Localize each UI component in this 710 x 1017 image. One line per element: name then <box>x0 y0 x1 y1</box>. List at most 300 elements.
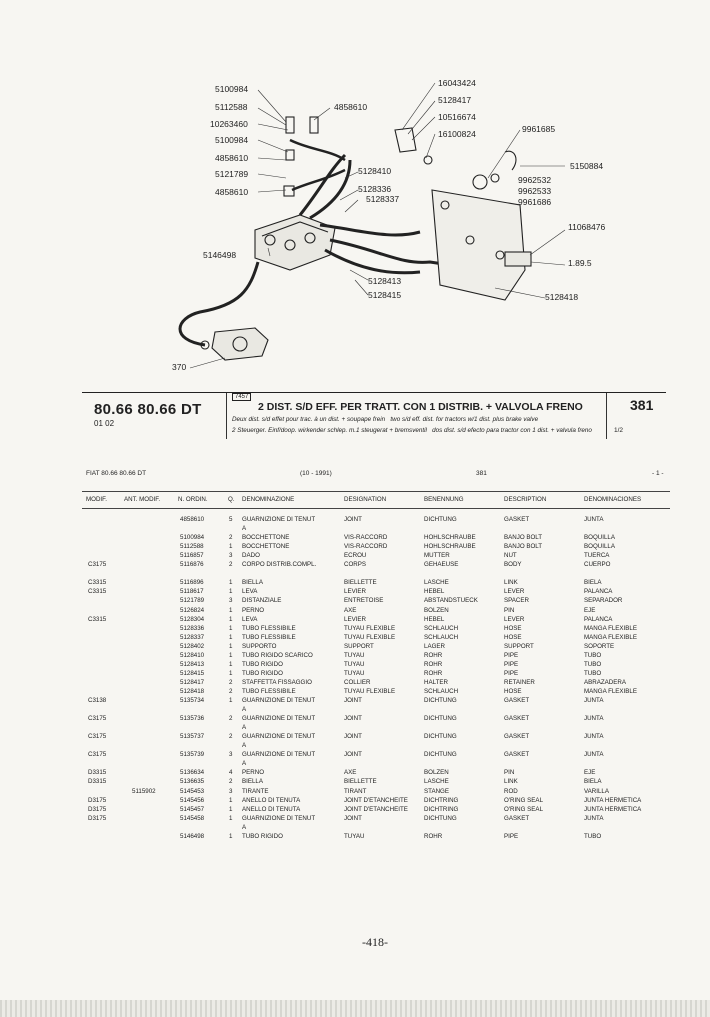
cell-esp: MANGA FLEXIBLE <box>584 624 637 632</box>
cell-desc: O'RING SEAL <box>504 805 544 813</box>
table-row <box>0 797 710 806</box>
cell-ben: BOLZEN <box>424 769 449 777</box>
exploded-parts-diagram <box>0 0 710 380</box>
table-header-block <box>82 392 666 445</box>
cell-q: 1 <box>229 615 233 623</box>
cell-desc: BODY <box>504 561 522 569</box>
cell-ben: HOHLSCHRAUBE <box>424 543 476 551</box>
cell-q: 1 <box>229 543 233 551</box>
table-row <box>0 815 710 824</box>
cell-ord: 5135736 <box>180 715 205 723</box>
table-row <box>0 806 710 815</box>
cell-esp: JUNTA HERMETICA <box>584 796 642 804</box>
cell-den: GUARNIZIONE DI TENUT <box>242 733 316 741</box>
cell-ord: 5145456 <box>180 796 205 804</box>
diagram-label: 10263460 <box>210 119 248 129</box>
cell-des: LEVIER <box>344 615 367 623</box>
col-qty: Q. <box>228 496 235 503</box>
cell-ord: 5128402 <box>180 642 205 650</box>
cell-ord: 5135737 <box>180 733 205 741</box>
table-row <box>0 688 710 697</box>
cell-ord: 5136635 <box>180 778 205 786</box>
cell-q: 3 <box>229 787 233 795</box>
diagram-label: 5112588 <box>215 102 248 112</box>
cell-q: 2 <box>229 715 233 723</box>
cell-des: BIELLETTE <box>344 778 377 786</box>
table-row <box>0 724 710 733</box>
cell-ord: 5135739 <box>180 751 205 759</box>
table-row <box>0 788 710 797</box>
cell-q: 4 <box>229 769 233 777</box>
table-row <box>0 543 710 552</box>
cell-q: 3 <box>229 597 233 605</box>
cell-den: PERNO <box>242 606 265 614</box>
cell-esp: BOQUILLA <box>584 534 615 542</box>
cell-mod: D3315 <box>88 778 107 786</box>
table-row <box>0 679 710 688</box>
cell-ord: 5135734 <box>180 697 205 704</box>
cell-den: BIELLA <box>242 778 263 786</box>
cell-q: 1 <box>229 660 233 668</box>
cell-mod: C3315 <box>88 579 107 587</box>
cell-den: DADO <box>242 552 260 560</box>
cell-desc: LEVER <box>504 615 525 623</box>
cell-ord: 5128410 <box>180 651 205 659</box>
cell-esp: BIELA <box>584 579 602 587</box>
cell-ben: LAGER <box>424 642 445 650</box>
cell-des: AXE <box>344 769 357 777</box>
cell-des: TUYAU FLEXIBLE <box>344 624 396 632</box>
page-number: -418- <box>362 935 388 949</box>
cell-mod: D3175 <box>88 805 107 813</box>
cell-q: 2 <box>229 678 233 686</box>
diagram-label: 5128418 <box>545 292 579 302</box>
cell-q: 1 <box>229 579 233 587</box>
col-designation: DESIGNATION <box>344 496 387 503</box>
cell-den: DISTANZIALE <box>242 597 282 605</box>
cell-des: LEVIER <box>344 588 367 596</box>
cell-ord: 5128413 <box>180 660 205 668</box>
diagram-label: 5146498 <box>203 250 237 260</box>
cell-esp: PALANCA <box>584 615 613 623</box>
cell-esp: TUBO <box>584 832 602 840</box>
cell-desc: PIN <box>504 606 515 614</box>
cell-den: CORPO DISTRIB.COMPL. <box>242 561 317 569</box>
cell-ben: LASCHE <box>424 579 449 587</box>
cell-q: 1 <box>229 796 233 804</box>
cell-mod: C3175 <box>88 751 107 759</box>
cell-den: SUPPORTO <box>242 642 277 650</box>
cell-ben: HOHLSCHRAUBE <box>424 534 476 542</box>
cell-des: TUYAU <box>344 669 365 677</box>
diagram-label: 5150884 <box>570 161 604 171</box>
cell-des: VIS-RACCORD <box>344 534 388 542</box>
cell-desc: GASKET <box>504 516 530 523</box>
cell-q: 2 <box>229 733 233 741</box>
cell-ben: SCHLAUCH <box>424 624 459 632</box>
diagram-label: 11068476 <box>568 222 606 232</box>
cell-den: TUBO FLESSIBILE <box>242 687 296 695</box>
cell-den: ANELLO DI TENUTA <box>242 805 301 813</box>
cell-q: 1 <box>229 606 233 614</box>
diagram-label: 16100824 <box>438 129 476 139</box>
cell-den: LEVA <box>242 588 258 596</box>
diagram-label: 9961685 <box>522 124 556 134</box>
cell-ben: DICHTUNG <box>424 751 457 759</box>
cell-desc: SUPPORT <box>504 642 534 650</box>
cell-desc: BANJO BOLT <box>504 534 543 542</box>
table-row <box>0 778 710 787</box>
cell-ord: 5128418 <box>180 687 205 695</box>
cell-esp: BOQUILLA <box>584 543 615 551</box>
cell-den: GUARNIZIONE DI TENUT <box>242 715 316 723</box>
table-row <box>0 634 710 643</box>
cell-ben: HEBEL <box>424 588 445 596</box>
table-row <box>0 733 710 742</box>
cell-mod: C3315 <box>88 615 107 623</box>
cell-mod: C3138 <box>88 697 107 704</box>
cell-esp: EJE <box>584 606 596 614</box>
cell-desc: PIN <box>504 769 515 777</box>
cell-den: ANELLO DI TENUTA <box>242 796 301 804</box>
cell-ord: 5128336 <box>180 624 205 632</box>
cell-esp: JUNTA <box>584 751 604 759</box>
cell-ord: 5116857 <box>180 552 204 560</box>
cell-ord: 5116896 <box>180 579 204 587</box>
cell-desc: O'RING SEAL <box>504 796 544 804</box>
table-row <box>0 516 710 525</box>
table-title: 2 DIST. S/D EFF. PER TRATT. CON 1 DISTRIB. + VALVOLA FRENO <box>258 401 583 413</box>
cell-des: ECROU <box>344 552 367 560</box>
table-ref: 381 <box>476 470 487 477</box>
diagram-label: 9962533 <box>518 186 552 196</box>
cell-ben: DICHTUNG <box>424 516 457 523</box>
cell-ord: 5145457 <box>180 805 205 813</box>
cell-mod: C3175 <box>88 715 107 723</box>
cell-ord: 5116876 <box>180 561 204 569</box>
cell-des: VIS-RACCORD <box>344 543 388 551</box>
cell-den: BOCCHETTONE <box>242 543 290 551</box>
table-row <box>0 670 710 679</box>
cell-den: TUBO RIGIDO SCARICO <box>242 651 313 659</box>
diagram-label: 5128410 <box>358 166 392 176</box>
scan-edge <box>0 1000 710 1017</box>
cell-desc: HOSE <box>504 624 522 632</box>
cell-den: GUARNIZIONE DI TENUT <box>242 814 316 822</box>
cell-ben: DICHTUNG <box>424 733 457 741</box>
cell-ord: 5145453 <box>180 787 205 795</box>
diagram-label: 5128417 <box>438 95 472 105</box>
cell-ord: 5121789 <box>180 597 205 605</box>
cell-desc: PIPE <box>504 669 519 677</box>
table-row <box>0 625 710 634</box>
title-fr: Deux dist. s/d effet pour trac. à un dist. + soupape frein <box>232 416 386 423</box>
cell-q: 1 <box>229 805 233 813</box>
cell-esp: MANGA FLEXIBLE <box>584 633 637 641</box>
cell-den: TUBO RIGIDO <box>242 669 283 677</box>
cell-desc: GASKET <box>504 814 530 822</box>
cell-ben: DICHTUNG <box>424 715 457 723</box>
diagram-label: 9961686 <box>518 197 552 207</box>
cell-ord: 4858610 <box>180 516 205 523</box>
cell-esp: SOPORTE <box>584 642 615 650</box>
cell-esp: JUNTA <box>584 814 604 822</box>
cell-q: 5 <box>229 516 233 523</box>
cell-den: A <box>242 525 247 533</box>
title-translations <box>232 414 602 436</box>
cell-des: TUYAU FLEXIBLE <box>344 687 396 695</box>
cell-ben: STANGE <box>424 787 449 795</box>
cell-ben: SCHLAUCH <box>424 633 459 641</box>
cell-q: 2 <box>229 561 233 569</box>
diagram-label: 5128336 <box>358 184 392 194</box>
title-es: dos dist. s/d efecto para tractor con 1 dist. + valvula freno <box>432 427 592 434</box>
diagram-label: 5128415 <box>368 290 402 300</box>
table-row <box>0 833 710 842</box>
cell-des: JOINT <box>344 733 362 741</box>
cell-mod: C3315 <box>88 588 107 596</box>
cell-den: STAFFETTA FISSAGGIO <box>242 678 312 686</box>
cell-desc: LEVER <box>504 588 525 596</box>
cell-den: A <box>242 742 247 750</box>
table-row <box>0 661 710 670</box>
cell-desc: GASKET <box>504 751 530 759</box>
table-row <box>0 616 710 625</box>
cell-ben: LASCHE <box>424 778 449 786</box>
cell-ben: HALTER <box>424 678 448 686</box>
table-row <box>0 643 710 652</box>
table-row <box>0 570 710 579</box>
cell-den: PERNO <box>242 769 265 777</box>
issue-date: 01 02 <box>94 419 115 428</box>
cell-ord: 5136634 <box>180 769 205 777</box>
cell-desc: PIPE <box>504 660 519 668</box>
cell-den: A <box>242 724 247 732</box>
cell-esp: JUNTA HERMETICA <box>584 805 642 813</box>
cell-esp: TUBO <box>584 660 602 668</box>
diagram-label: 5128337 <box>366 194 400 204</box>
table-row <box>0 579 710 588</box>
cell-desc: LINK <box>504 778 518 786</box>
sheet-number: 1/2 <box>614 427 624 434</box>
cell-des: COLLIER <box>344 678 371 686</box>
cell-ben: ROHR <box>424 660 443 668</box>
cell-esp: CUERPO <box>584 561 611 569</box>
table-row <box>0 706 710 715</box>
cell-desc: GASKET <box>504 697 530 704</box>
title-de: 2 Steuerger. Einf/doop. wirkender schlep. m.1 steugerat + bremsventil <box>232 427 427 434</box>
cell-des: TIRANT <box>344 787 367 795</box>
diagram-label: 1.89.5 <box>568 258 592 268</box>
table-row <box>0 534 710 543</box>
cell-ord: 5126824 <box>180 606 205 614</box>
cell-des: TUYAU <box>344 660 365 668</box>
diagram-label: 5121789 <box>215 169 249 179</box>
cell-desc: HOSE <box>504 687 522 695</box>
cell-den: TUBO RIGIDO <box>242 660 283 668</box>
table-row <box>0 751 710 760</box>
cell-desc: LINK <box>504 579 518 587</box>
cell-den: TIRANTE <box>242 787 269 795</box>
cell-ben: ABSTANDSTUECK <box>424 597 478 605</box>
cell-ord: 5146498 <box>180 832 205 840</box>
cell-mod: D3175 <box>88 814 107 822</box>
col-description: DESCRIPTION <box>504 496 547 503</box>
cell-ben: BOLZEN <box>424 606 449 614</box>
cell-ord: 5100984 <box>180 534 205 542</box>
cell-des: JOINT <box>344 715 362 723</box>
cell-ant: 5115902 <box>132 787 156 795</box>
cell-des: JOINT <box>344 697 362 704</box>
cell-esp: JUNTA <box>584 697 604 704</box>
cell-desc: RETAINER <box>504 678 535 686</box>
table-row <box>0 597 710 606</box>
cell-des: BIELLETTE <box>344 579 377 587</box>
cell-ord: 5128337 <box>180 633 205 641</box>
cell-q: 1 <box>229 588 233 596</box>
col-denominaciones: DENOMINACIONES <box>584 496 642 503</box>
diagram-label: 4858610 <box>215 187 249 197</box>
cell-esp: ABRAZADERA <box>584 678 626 686</box>
cell-desc: PIPE <box>504 651 519 659</box>
cell-q: 2 <box>229 534 233 542</box>
cell-esp: BIELA <box>584 778 602 786</box>
col-benennung: BENENNUNG <box>424 496 464 503</box>
cell-des: JOINT D'ETANCHEITE <box>344 796 408 804</box>
cell-esp: PALANCA <box>584 588 613 596</box>
page-mark: - 1 - <box>652 470 664 477</box>
cell-mod: D3315 <box>88 769 107 777</box>
cell-esp: VARILLA <box>584 787 609 795</box>
cell-des: JOINT <box>344 516 362 523</box>
table-row <box>0 742 710 751</box>
divider <box>226 393 227 439</box>
col-n-ordin: N. ORDIN. <box>178 496 208 503</box>
cell-des: JOINT <box>344 814 362 822</box>
cell-ben: ROHR <box>424 651 443 659</box>
cell-q: 1 <box>229 633 233 641</box>
table-row <box>0 561 710 570</box>
cell-q: 2 <box>229 687 233 695</box>
cell-desc: ROD <box>504 787 518 795</box>
cell-esp: SEPARADOR <box>584 597 623 605</box>
diagram-label: 5128413 <box>368 276 402 286</box>
cell-esp: TUBO <box>584 669 602 677</box>
cell-ben: DICHTRING <box>424 796 459 804</box>
cell-ben: ROHR <box>424 832 443 840</box>
diagram-label: 9962532 <box>518 175 552 185</box>
cell-des: AXE <box>344 606 357 614</box>
table-row <box>0 552 710 561</box>
col-denominazione: DENOMINAZIONE <box>242 496 295 503</box>
cell-den: BIELLA <box>242 579 263 587</box>
column-header-row <box>82 491 670 509</box>
cell-esp: JUNTA <box>584 516 604 523</box>
diagram-label: 5100984 <box>215 135 249 145</box>
cell-ben: SCHLAUCH <box>424 687 459 695</box>
cell-esp: TUERCA <box>584 552 610 560</box>
model-name: 80.66 80.66 DT <box>94 401 202 418</box>
cell-desc: BANJO BOLT <box>504 543 543 551</box>
cell-desc: NUT <box>504 552 517 560</box>
cell-den: TUBO FLESSIBILE <box>242 624 296 632</box>
cell-mod: D3175 <box>88 796 107 804</box>
cell-ben: MUTTER <box>424 552 450 560</box>
cell-des: SUPPORT <box>344 642 374 650</box>
cell-q: 3 <box>229 751 233 759</box>
cell-desc: GASKET <box>504 733 530 741</box>
table-row <box>0 525 710 534</box>
title-en: two s/d eff. dist. for tractors w/1 dist. plus brake valve <box>390 416 539 423</box>
table-row <box>0 715 710 724</box>
cell-des: TUYAU <box>344 832 365 840</box>
cell-mod: C3175 <box>88 561 107 569</box>
col-modif: MODIF. <box>86 496 107 503</box>
cell-q: 1 <box>229 651 233 659</box>
table-row <box>0 769 710 778</box>
diagram-label: 16043424 <box>438 78 476 88</box>
cell-ben: HEBEL <box>424 615 445 623</box>
cell-desc: PIPE <box>504 832 519 840</box>
cell-des: ENTRETOISE <box>344 597 384 605</box>
cell-esp: TUBO <box>584 651 602 659</box>
cell-den: TUBO RIGIDO <box>242 832 283 840</box>
cell-q: 1 <box>229 832 233 840</box>
diagram-label: 5100984 <box>215 84 249 94</box>
cell-des: CORPS <box>344 561 367 569</box>
cell-q: 1 <box>229 814 233 822</box>
cell-den: GUARNIZIONE DI TENUT <box>242 697 316 704</box>
cell-des: JOINT D'ETANCHEITE <box>344 805 408 813</box>
cell-esp: JUNTA <box>584 733 604 741</box>
table-row <box>0 607 710 616</box>
cell-ord: 5128304 <box>180 615 205 623</box>
diagram-label: 4858610 <box>334 102 368 112</box>
cell-mod: C3175 <box>88 733 107 741</box>
table-row <box>0 824 710 833</box>
cell-den: LEVA <box>242 615 258 623</box>
cell-esp: MANGA FLEXIBLE <box>584 687 637 695</box>
cell-desc: SPACER <box>504 597 529 605</box>
cell-q: 1 <box>229 624 233 632</box>
cell-q: 1 <box>229 697 233 704</box>
cell-den: TUBO FLESSIBILE <box>242 633 296 641</box>
table-row <box>0 588 710 597</box>
diagram-label: 370 <box>172 362 187 372</box>
diagram-label: 4858610 <box>215 153 249 163</box>
cell-q: 1 <box>229 642 233 650</box>
cell-q: 2 <box>229 778 233 786</box>
cell-den: BOCCHETTONE <box>242 534 290 542</box>
cell-den: GUARNIZIONE DI TENUT <box>242 516 316 523</box>
cell-ben: DICHTRING <box>424 805 459 813</box>
cell-ben: DICHTUNG <box>424 814 457 822</box>
divider <box>606 393 607 439</box>
cell-den: A <box>242 706 247 714</box>
model-line: FIAT 80.66 80.66 DT <box>86 470 147 477</box>
cell-ben: GEHAEUSE <box>424 561 459 569</box>
cell-des: TUYAU <box>344 651 365 659</box>
table-row <box>0 652 710 661</box>
diagram-label: 10516674 <box>438 112 476 122</box>
cell-ben: DICHTUNG <box>424 697 457 704</box>
cell-esp: JUNTA <box>584 715 604 723</box>
cell-desc: GASKET <box>504 715 530 723</box>
cell-q: 3 <box>229 552 233 560</box>
cell-desc: HOSE <box>504 633 522 641</box>
cell-esp: EJE <box>584 769 596 777</box>
table-row <box>0 697 710 706</box>
